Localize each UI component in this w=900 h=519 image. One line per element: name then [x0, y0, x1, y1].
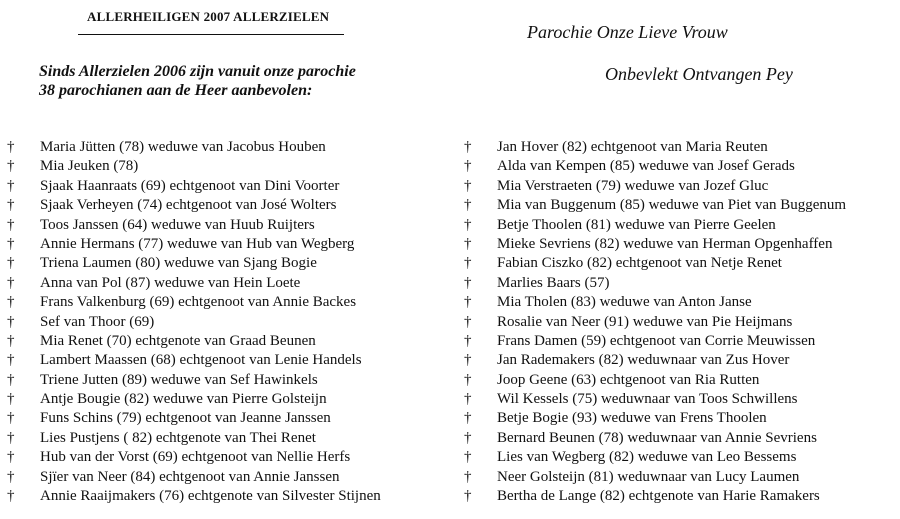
cross-icon: † [7, 216, 15, 233]
list-item [5, 448, 381, 467]
deceased-entry: Triena Laumen (80) weduwe van Sjang Bogie [40, 255, 317, 272]
deceased-entry: Bertha de Lange (82) echtgenote van Harie Ramakers [497, 488, 820, 505]
page-title: ALLERHEILIGEN 2007 ALLERZIELEN [87, 9, 330, 24]
deceased-entry: Lies Pustjens ( 82) echtgenote van Thei Renet [40, 429, 316, 446]
deceased-entry: Neer Golsteijn (81) weduwnaar van Lucy Laumen [497, 468, 800, 485]
cross-icon: † [464, 468, 472, 485]
cross-icon: † [7, 391, 15, 408]
list-item [462, 216, 846, 235]
cross-icon: † [7, 274, 15, 291]
cross-icon: † [464, 274, 472, 291]
list-item [5, 409, 381, 428]
deceased-entry: Rosalie van Neer (91) weduwe van Pie Heijmans [497, 313, 793, 330]
deceased-entry: Anna van Pol (87) weduwe van Hein Loete [40, 274, 301, 291]
list-item [462, 313, 846, 332]
list-item [5, 138, 381, 157]
deceased-entry: Wil Kessels (75) weduwnaar van Toos Schwillens [497, 391, 798, 408]
list-item [462, 274, 846, 293]
list-item [5, 487, 381, 506]
deceased-entry: Lambert Maassen (68) echtgenoot van Lenie Handels [40, 352, 362, 369]
cross-icon: † [464, 352, 472, 369]
deceased-entry: Betje Bogie (93) weduwe van Frens Thoolen [497, 410, 767, 427]
intro-line-2: 38 parochianen aan de Heer aanbevolen: [39, 82, 313, 99]
list-item [462, 371, 846, 390]
cross-icon: † [7, 410, 15, 427]
list-item [5, 351, 381, 370]
intro-text [39, 62, 356, 100]
deceased-entry: Sjaak Haanraats (69) echtgenoot van Dini Voorter [40, 177, 340, 194]
list-item [462, 468, 846, 487]
deceased-entry: Frans Valkenburg (69) echtgenoot van Annie Backes [40, 294, 357, 311]
cross-icon: † [464, 313, 472, 330]
cross-icon: † [7, 139, 15, 155]
cross-icon: † [464, 158, 472, 175]
deceased-entry: Sjaak Verheyen (74) echtgenoot van José Wolters [40, 197, 337, 214]
deceased-entry: Mia Jeuken (78) [40, 158, 139, 175]
cross-icon: † [7, 352, 15, 369]
deceased-entry: Mia van Buggenum (85) weduwe van Piet van Buggenum [497, 197, 847, 214]
list-item [5, 332, 381, 351]
deceased-entry: Sef van Thoor (69) [40, 313, 155, 330]
cross-icon: † [464, 371, 472, 388]
list-item [5, 216, 381, 235]
list-item [462, 138, 846, 157]
deceased-entry: Antje Bougie (82) weduwe van Pierre Golsteijn [40, 391, 327, 408]
deceased-entry: Jan Rademakers (82) weduwnaar van Zus Hover [497, 352, 790, 369]
list-item [5, 293, 381, 312]
list-item [462, 235, 846, 254]
cross-icon: † [7, 468, 15, 485]
list-item [462, 196, 846, 215]
deceased-entry: Marlies Baars (57) [497, 274, 610, 291]
deceased-entry: Joop Geene (63) echtgenoot van Ria Rutten [497, 371, 760, 388]
list-item [5, 371, 381, 390]
deceased-entry: Hub van der Vorst (69) echtgenoot van Nellie Herfs [40, 449, 351, 466]
cross-icon: † [464, 177, 472, 194]
list-item [5, 157, 381, 176]
deceased-entry: Sjïer van Neer (84) echtgenoot van Annie Janssen [40, 468, 340, 485]
list-item [5, 274, 381, 293]
list-item [462, 293, 846, 312]
deceased-entry: Triene Jutten (89) weduwe van Sef Hawinkels [40, 371, 318, 388]
cross-icon: † [7, 449, 15, 466]
deceased-entry: Annie Hermans (77) weduwe van Hub van Wegberg [40, 235, 355, 252]
intro-line-1: Sinds Allerzielen 2006 zijn vanuit onze parochie [39, 63, 356, 80]
deceased-entry: Betje Thoolen (81) weduwe van Pierre Geelen [497, 216, 776, 233]
cross-icon: † [7, 177, 15, 194]
parish-name: Parochie Onze Lieve Vrouw [527, 22, 728, 42]
list-item [5, 254, 381, 273]
list-item [462, 409, 846, 428]
list-item [462, 487, 846, 506]
list-item [5, 177, 381, 196]
list-item [5, 468, 381, 487]
parish-subtitle: Onbevlekt Ontvangen Pey [605, 64, 793, 84]
cross-icon: † [7, 158, 15, 175]
cross-icon: † [7, 371, 15, 388]
deceased-entry: Bernard Beunen (78) weduwnaar van Annie Sevriens [497, 429, 817, 446]
deceased-entry: Alda van Kempen (85) weduwe van Josef Gerads [497, 158, 795, 175]
list-item [5, 313, 381, 332]
cross-icon: † [7, 313, 15, 330]
deceased-entry: Mia Tholen (83) weduwe van Anton Janse [497, 294, 752, 311]
list-item [462, 332, 846, 351]
deceased-entry: Mieke Sevriens (82) weduwe van Herman Opgenhaffen [497, 235, 833, 252]
cross-icon: † [7, 488, 15, 505]
cross-icon: † [7, 429, 15, 446]
cross-icon: † [7, 197, 15, 214]
list-item [462, 448, 846, 467]
deceased-entry: Toos Janssen (64) weduwe van Huub Ruijters [40, 216, 315, 233]
deceased-entry: Lies van Wegberg (82) weduwe van Leo Bessems [497, 449, 797, 466]
cross-icon: † [464, 197, 472, 214]
cross-icon: † [464, 139, 472, 155]
list-item [5, 429, 381, 448]
deceased-entry: Mia Verstraeten (79) weduwe van Jozef Gluc [497, 177, 769, 194]
deceased-entry: Frans Damen (59) echtgenoot van Corrie Meuwissen [497, 332, 816, 349]
deceased-entry: Annie Raaijmakers (76) echtgenote van Silvester Stijnen [40, 488, 381, 505]
cross-icon: † [464, 216, 472, 233]
deceased-entry: Jan Hover (82) echtgenoot van Maria Reuten [497, 139, 768, 155]
deceased-list-right [462, 138, 846, 506]
deceased-entry: Mia Renet (70) echtgenote van Graad Beunen [40, 332, 316, 349]
cross-icon: † [7, 332, 15, 349]
cross-icon: † [464, 410, 472, 427]
cross-icon: † [464, 235, 472, 252]
list-item [462, 177, 846, 196]
list-item [462, 390, 846, 409]
list-item [462, 254, 846, 273]
list-item [462, 351, 846, 370]
list-item [5, 390, 381, 409]
cross-icon: † [464, 488, 472, 505]
cross-icon: † [7, 294, 15, 311]
cross-icon: † [464, 429, 472, 446]
cross-icon: † [464, 255, 472, 272]
cross-icon: † [464, 332, 472, 349]
cross-icon: † [464, 294, 472, 311]
deceased-entry: Maria Jütten (78) weduwe van Jacobus Houben [40, 139, 326, 155]
list-item [462, 157, 846, 176]
cross-icon: † [7, 255, 15, 272]
cross-icon: † [7, 235, 15, 252]
list-item [5, 235, 381, 254]
deceased-list-left [5, 138, 381, 506]
list-item [5, 196, 381, 215]
list-item [462, 429, 846, 448]
deceased-entry: Funs Schins (79) echtgenoot van Jeanne Janssen [40, 410, 331, 427]
deceased-entry: Fabian Ciszko (82) echtgenoot van Netje Renet [497, 255, 782, 272]
cross-icon: † [464, 449, 472, 466]
cross-icon: † [464, 391, 472, 408]
